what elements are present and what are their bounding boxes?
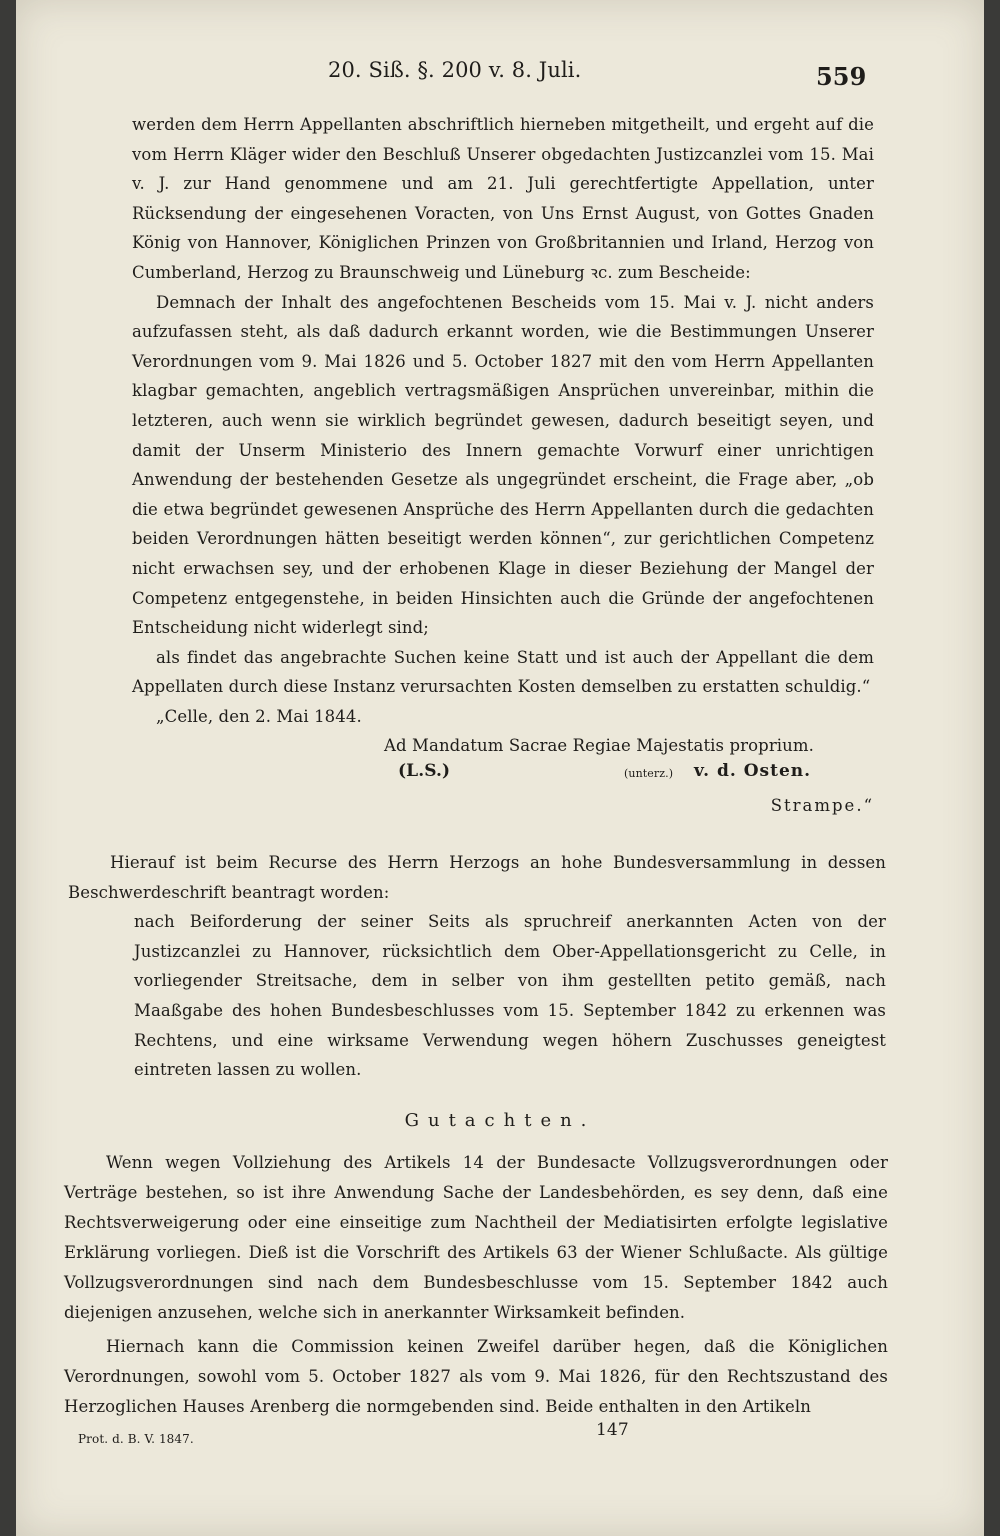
decision-paragraph: werden dem Herrn Appellanten abschriftlich hierneben mitgetheilt, und ergeht auf die vom Herrn Kläger wider den Beschluß Unserer obgedachten Justizcanzlei vom 15. Mai v. J. zur Hand genommene und am 21. Juli gerechtfertigte Appellation, unter Rücksendung der eingesehenen Voracten, von Uns Ernst August, von Gottes Gnaden König von Hannover, Königlichen Prinzen von Großbritannien und Irland, Herzog von Cumberland, Herzog zu Braunschweig und Lüneburg ꝛc. zum Bescheide:: [132, 115, 874, 282]
gutachten-paragraph-1: Wenn wegen Vollziehung des Artikels 14 der Bundesacte Vollzugsverordnungen oder Verträge bestehen, so ist ihre Anwendung Sache der Landesbehörden, es sey denn, daß eine Rechtsverweigerung oder eine einseitige zum Nachtheil der Mediatisirten erfolgte legislative Erklärung vorliegen. Dieß ist die Vorschrift des Artikels 63 der Wiener Schlußacte. Als gültige Vollzugsverordnungen sind nach dem Bundesbeschlusse vom 15. September 1842 auch diejenigen anzusehen, welche sich in anerkannter Wirksamkeit befinden.: [64, 1153, 888, 1322]
ruling-paragraph: als findet das angebrachte Suchen keine Statt und ist auch der Appellant die dem Appellaten durch diese Instanz verursachten Kosten demselben zu erstatten schuldig.“: [132, 647, 874, 697]
running-title: 20. Siß. §. 200 v. 8. Juli.: [328, 58, 582, 82]
document-page: [16, 0, 984, 1536]
signer-strampe: Strampe.“: [770, 796, 874, 816]
gutachten-heading: Gutachten.: [404, 1110, 596, 1131]
decision-text: [132, 110, 874, 821]
footer-signature-mark: 147: [596, 1420, 629, 1440]
demnach-paragraph: Demnach der Inhalt des angefochtenen Bescheids vom 15. Mai v. J. nicht anders aufzufassen steht, als daß dadurch erkannt worden, wie die Bestimmungen Unserer Verordnungen vom 9. Mai 1826 und 5. October 1827 mit den vom Herrn Appellanten klagbar gemachten, angeblich vertragsmäßigen Ansprüchen unvereinbar, mithin die letzteren, auch wenn sie wirklich begründet gewesen, dadurch beseitigt seyen, und damit der Unserm Ministerio des Innern gemachte Vorwurf einer unrichtigen Anwendung der bestehenden Gesetze als ungegründet erscheint, die Frage aber, „ob die etwa begründet gewesenen Ansprüche des Herrn Appellanten durch die gedachten beiden Verordnungen hätten beseitigt werden können“, zur gerichtlichen Competenz nicht erwachsen sey, und der erhobenen Klage in dieser Beziehung der Mangel der Competenz entgegenstehe, in beiden Hinsichten auch die Gründe der angefochtenen Entscheidung nicht widerlegt sind;: [132, 292, 874, 638]
recourse-intro: Hierauf ist beim Recurse des Herrn Herzogs an hohe Bundesversammlung in dessen Beschwerdeschrift beantragt worden:: [68, 853, 886, 902]
place-date: „Celle, den 2. Mai 1844.: [156, 706, 362, 726]
signer-osten: v. d. Osten.: [694, 761, 812, 782]
page-header: [16, 58, 984, 94]
mandatum-line: Ad Mandatum Sacrae Regiae Majestatis proprium.: [383, 736, 814, 756]
page-number: 559: [816, 62, 867, 91]
recourse-section: [68, 848, 886, 1085]
recourse-request: nach Beiforderung der seiner Seits als spruchreif anerkannten Acten von der Justizcanzlei zu Hannover, rücksichtlich dem Ober-Appellationsgericht zu Celle, in vorliegender Streitsache, dem in selber von ihm gestellten petito gemäß, nach Maaßgabe des hohen Bundesbeschlusses vom 15. September 1842 zu erkennen was Rechtens, und eine wirksame Verwendung wegen höhern Zuschusses geneigtest eintreten lassen zu wollen.: [134, 912, 886, 1080]
gutachten-paragraph-2: Hiernach kann die Commission keinen Zweifel darüber hegen, daß die Königlichen Verordnungen, sowohl vom 5. October 1827 als vom 9. Mai 1826, für den Rechtszustand des Herzoglichen Hauses Arenberg die normgebenden sind. Beide enthalten in den Artikeln: [64, 1337, 888, 1416]
seal-mark: (L.S.): [398, 761, 451, 782]
unterz-mark: (unterz.): [624, 767, 674, 781]
seal-signature-line: [132, 761, 874, 791]
gutachten-section: [64, 1148, 888, 1422]
footer-protocol: Prot. d. B. V. 1847.: [78, 1432, 194, 1446]
